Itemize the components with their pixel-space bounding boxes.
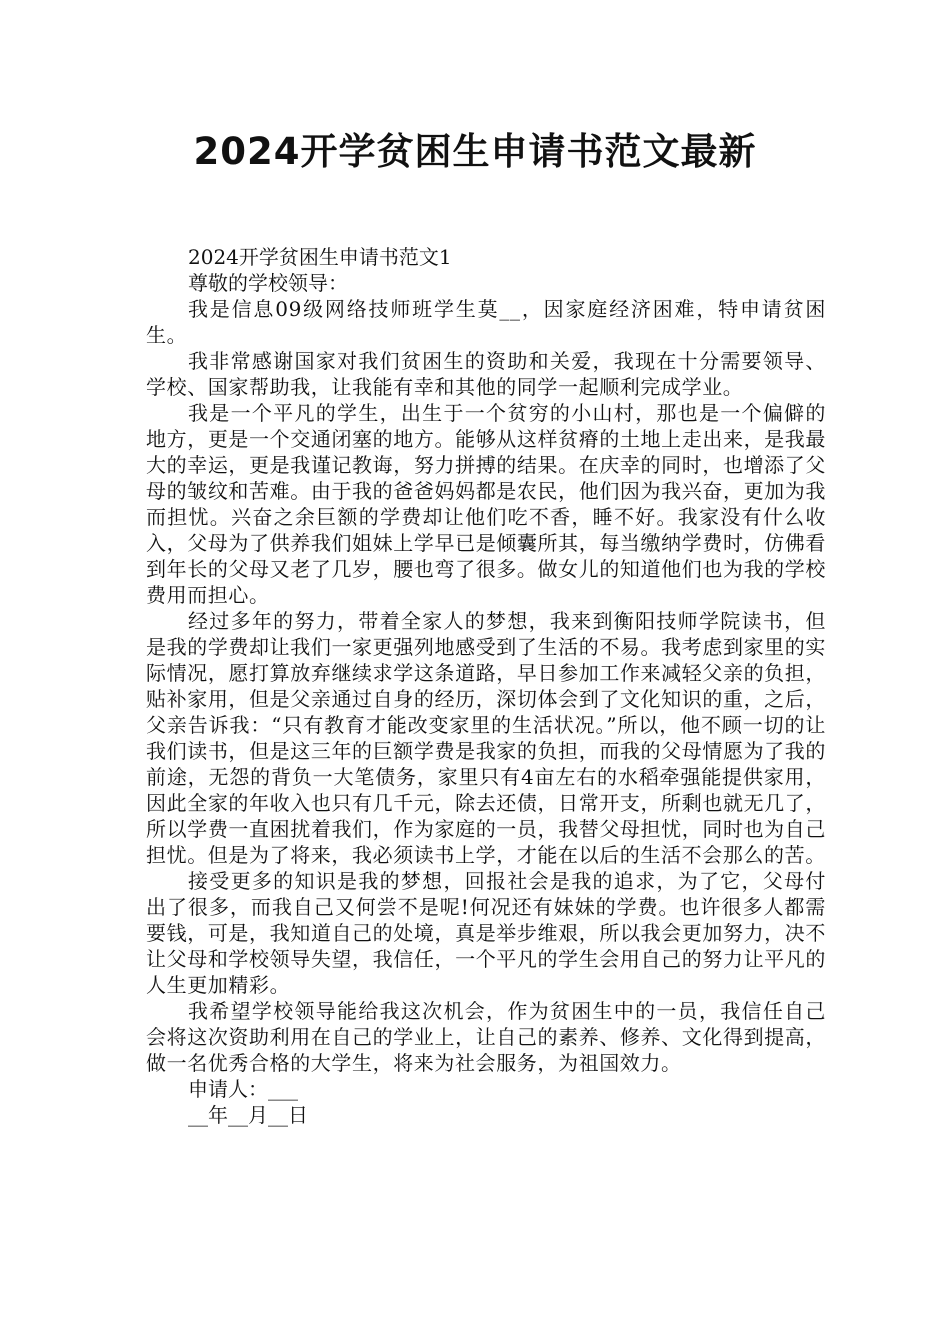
document-title: 2024开学贫困生申请书范文最新 <box>193 130 757 173</box>
paragraph: 我希望学校领导能给我这次机会，作为贫困生中的一员，我信任自己会将这次资助利用在自己的学业上，让自己的素养、修养、文化得到提高，做一名优秀合格的大学生，将来为社会服务，为祖国效力。 <box>146 999 826 1075</box>
document-body <box>146 244 826 1128</box>
paragraph: 经过多年的努力，带着全家人的梦想，我来到衡阳技师学院读书，但是我的学费却让我们一家更强列地感受到了生活的不易。我考虑到家里的实际情况，愿打算放弃继续求学这条道路，早日参加工作来减轻父亲的负担，贴补家用，但是父亲通过自身的经历，深切体会到了文化知识的重，之后，父亲告诉我：“只有教育才能改变家里的生活状况。”所以，他不顾一切的让我们读书，但是这三年的巨额学费是我家的负担，而我的父母情愿为了我的前途，无怨的背负一大笔债务，家里只有4亩左右的水稻牵强能提供家用，因此全家的年收入也只有几千元，除去还债，日常开支，所剩也就无几了，所以学费一直困扰着我们，作为家庭的一员，我替父母担忧，同时也为自己担忧。但是为了将来，我必须读书上学，才能在以后的生活不会那么的苦。 <box>146 609 826 867</box>
salutation: 尊敬的学校领导： <box>188 271 348 295</box>
applicant-signature-line: 申请人：___ <box>188 1077 298 1101</box>
paragraph: 我是信息09级网络技师班学生莫__，因家庭经济困难，特申请贫困生。 <box>146 297 826 347</box>
date-line: __年__月__日 <box>188 1103 308 1127</box>
document-subtitle: 2024开学贫困生申请书范文1 <box>188 245 452 269</box>
paragraph: 我是一个平凡的学生，出生于一个贫穷的小山村，那也是一个偏僻的地方，更是一个交通闭塞的地方。能够从这样贫瘠的土地上走出来，是我最大的幸运，更是我谨记教诲，努力拼搏的结果。在庆幸的同时，也增添了父母的皱纹和苦难。由于我的爸爸妈妈都是农民，他们因为我兴奋，更加为我而担忧。兴奋之余巨额的学费却让他们吃不香，睡不好。我家没有什么收入，父母为了供养我们姐妹上学早已是倾囊所其，每当缴纳学费时，仿佛看到年长的父母又老了几岁，腰也弯了很多。做女儿的知道他们也为我的学校费用而担心。 <box>146 401 826 607</box>
paragraph: 接受更多的知识是我的梦想，回报社会是我的追求，为了它，父母付出了很多，而我自己又何尝不是呢!何况还有妹妹的学费。也许很多人都需要钱，可是，我知道自己的处境，真是举步维艰，所以我会更加努力，决不让父母和学校领导失望，我信任，一个平凡的学生会用自己的努力让平凡的人生更加精彩。 <box>146 869 826 997</box>
paragraph: 我非常感谢国家对我们贫困生的资助和关爱，我现在十分需要领导、学校、国家帮助我，让我能有幸和其他的同学一起顺利完成学业。 <box>146 349 826 399</box>
